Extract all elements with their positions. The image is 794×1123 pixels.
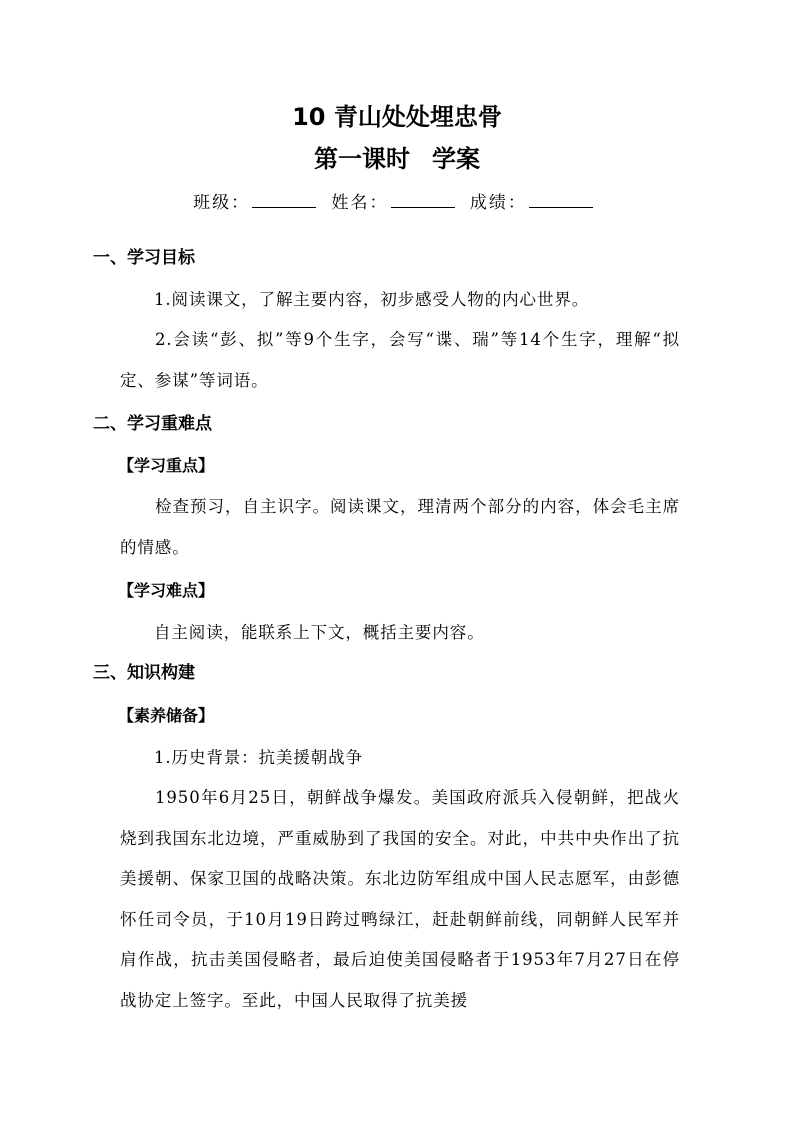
- section-heading-knowledge: 三、知识构建: [93, 663, 195, 683]
- page-subtitle: [0, 144, 794, 174]
- class-blank[interactable]: [252, 190, 316, 208]
- class-label: 班级：: [193, 193, 251, 213]
- section-heading-key-points: 二、学习重难点: [93, 414, 212, 434]
- background-text: 1950年6月25日，朝鲜战争爆发。美国政府派兵入侵朝鲜，把战火烧到我国东北边境，严重威胁到了我国的安全。对此，中共中央作出了抗美援朝、保家卫国的战略决策。东北边防军组成中国人民志愿军，由彭德怀任司令员，于10月19日跨过鸭绿江，赶赴朝鲜前线，同朝鲜人民军并肩作战，抗击美国侵略者，最后迫使美国侵略者于1953年7月27日在停战协定上签字。至此，中国人民取得了抗美援: [120, 788, 680, 1010]
- student-info-row: [0, 190, 794, 215]
- name-blank[interactable]: [391, 190, 455, 208]
- background-title: 1.历史背景：抗美援朝战争: [154, 748, 363, 767]
- key-point-text: 检查预习，自主识字。阅读课文，理清两个部分的内容，体会毛主席的情感。: [120, 497, 680, 557]
- literacy-reserve-label: 【素养储备】: [118, 706, 215, 725]
- difficult-point-text: 自主阅读，能联系上下文，概括主要内容。: [154, 623, 485, 642]
- key-point-label: 【学习重点】: [118, 456, 215, 475]
- score-label: 成绩：: [469, 193, 527, 213]
- subtitle-lesson: 第一课时: [314, 145, 410, 173]
- score-blank[interactable]: [529, 190, 593, 208]
- section-heading-objectives: 一、学习目标: [93, 248, 195, 268]
- difficult-point-label: 【学习难点】: [118, 581, 215, 600]
- page-title: 10 青山处处埋忠骨: [292, 103, 502, 131]
- name-label: 姓名：: [331, 193, 389, 213]
- objective-item-2: 2.会读“彭、拟”等9个生字，会写“谍、瑞”等14个生字，理解“拟定、参谋”等词语。: [120, 330, 680, 390]
- objective-item-1: 1.阅读课文，了解主要内容，初步感受人物的内心世界。: [154, 290, 590, 309]
- subtitle-type: 学案: [432, 145, 480, 173]
